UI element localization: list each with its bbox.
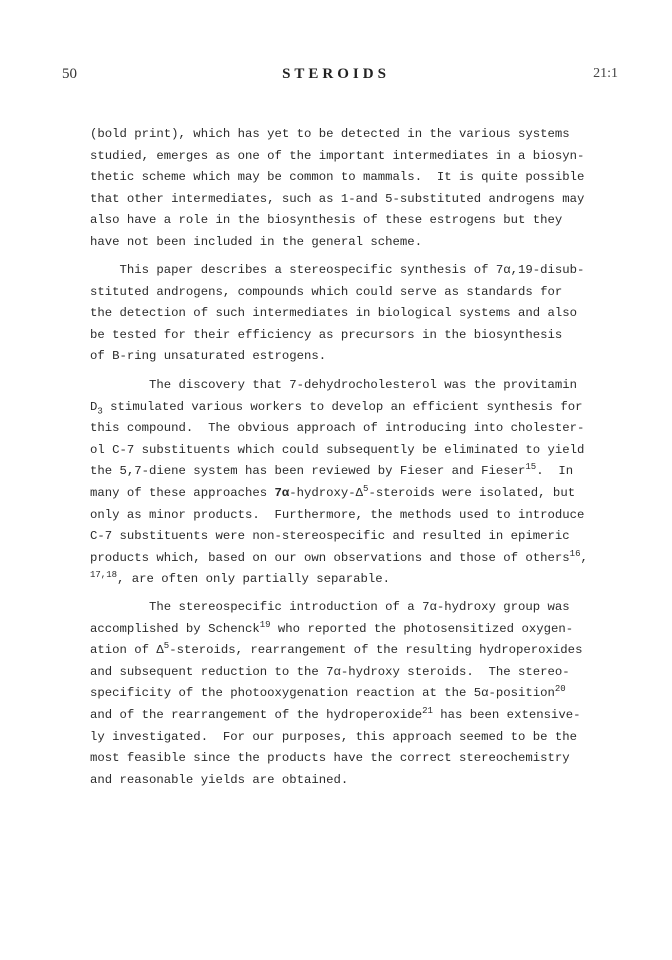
text-line [90,146,590,168]
text-line [90,619,590,641]
text-run: and of the rearrangement of the hydroperoxide [90,707,423,722]
text-run: thetic scheme which may be common to mammals. It is quite possible [90,170,585,185]
text-line [90,461,590,483]
text-line [90,189,590,211]
text-line [90,325,590,347]
text-line [90,346,590,368]
paragraph-2 [90,260,590,368]
text-line [90,640,590,662]
text-line [90,303,590,325]
text-run: of B-ring unsaturated estrogens. [90,349,327,364]
text-run: have not been included in the general scheme. [90,234,423,249]
text-line [90,418,590,440]
text-run: ation of Δ [90,643,164,658]
subscript-text: 3 [97,406,103,417]
text-run: . In [536,464,574,479]
superscript-text: 16 [569,548,581,559]
text-line [90,232,590,254]
text-line [90,548,590,570]
superscript-text: 5 [163,641,170,652]
text-run: This paper describes a stereospecific synthesis of 7α,19-disub- [90,263,585,277]
superscript-text: 5 [363,483,369,494]
text-line [90,167,590,189]
text-run: accomplished by Schenck [90,621,260,636]
text-run: D [90,399,98,414]
text-line [90,375,590,397]
text-line [90,397,590,419]
superscript-text: 15 [525,462,537,473]
text-run: -hydroxy-Δ [289,485,364,500]
text-line [90,748,590,770]
running-header [0,66,672,90]
text-line [90,440,590,462]
text-run: The stereospecific introduction of a 7α-hydroxy group was [90,600,570,614]
text-run: -steroids were isolated, but [368,485,576,500]
text-run: ly investigated. For our purposes, this approach seemed to be the [90,729,578,744]
text-run: and subsequent reduction to the 7α-hydroxy steroids. The stereo- [90,664,570,679]
text-line [90,597,590,619]
text-run: that other intermediates, such as 1-and 5-substituted androgens may [90,191,585,206]
text-run: ol C-7 substituents which could subsequently be eliminated to yield [90,442,585,457]
text-line [90,124,590,146]
text-line [90,727,590,749]
text-run: -steroids, rearrangement of the resulting hydroperoxides [169,643,583,658]
text-run: most feasible since the products have the correct stereochemistry [90,751,570,766]
issue-number: 21:1 [593,66,618,81]
superscript-text: 19 [259,619,271,630]
text-run: this compound. The obvious approach of introducing into cholester- [90,421,585,436]
text-run: products which, based on our own observations and those of others [90,550,570,565]
text-run: studied, emerges as one of the important intermediates in a biosyn- [90,148,585,163]
paragraph-3 [90,375,590,591]
text-line [90,282,590,304]
superscript-text: 20 [554,684,566,695]
text-run: only as minor products. Furthermore, the methods used to introduce [90,507,585,522]
text-run: 7α [274,485,290,500]
superscript-text: 21 [422,705,433,716]
text-line [90,505,590,527]
text-run: who reported the photosensitized oxygen- [270,621,574,636]
text-run: stituted androgens, compounds which could serve as standards for [90,284,563,299]
text-run: C-7 substituents were non-stereospecific and resulted in epimeric [90,529,570,544]
text-run: The discovery that 7-dehydrocholesterol was the provitamin [90,378,578,392]
text-run: , are often only partially separable. [117,572,391,587]
text-line [90,662,590,684]
text-run: also have a role in the biosynthesis of these estrogens but they [90,213,563,228]
text-run: be tested for their efficiency as precursors in the biosynthesis [90,327,563,342]
text-run: (bold print), which has yet to be detected in the various systems [90,127,570,141]
text-line [90,210,590,232]
text-run: the 5,7-diene system has been reviewed by Fieser and Fieser [90,464,526,479]
text-run: has been extensive- [432,707,581,722]
paragraph-1 [90,124,590,254]
journal-title: STEROIDS [282,66,390,82]
text-run: , [580,550,588,565]
text-line [90,705,590,727]
text-line [90,260,590,282]
page-number: 50 [62,66,77,82]
text-run: and reasonable yields are obtained. [90,772,349,787]
text-run: stimulated various workers to develop an efficient synthesis for [102,399,583,414]
text-line [90,483,590,505]
text-run: many of these approaches [90,485,275,500]
text-line [90,770,590,792]
text-line [90,526,590,548]
text-line [90,683,590,705]
paragraph-4 [90,597,590,791]
text-line [90,569,590,591]
superscript-text: 17,18 [90,570,118,581]
text-run: the detection of such intermediates in biological systems and also [90,306,578,321]
text-run: specificity of the photooxygenation reaction at the 5α-position [90,686,555,701]
